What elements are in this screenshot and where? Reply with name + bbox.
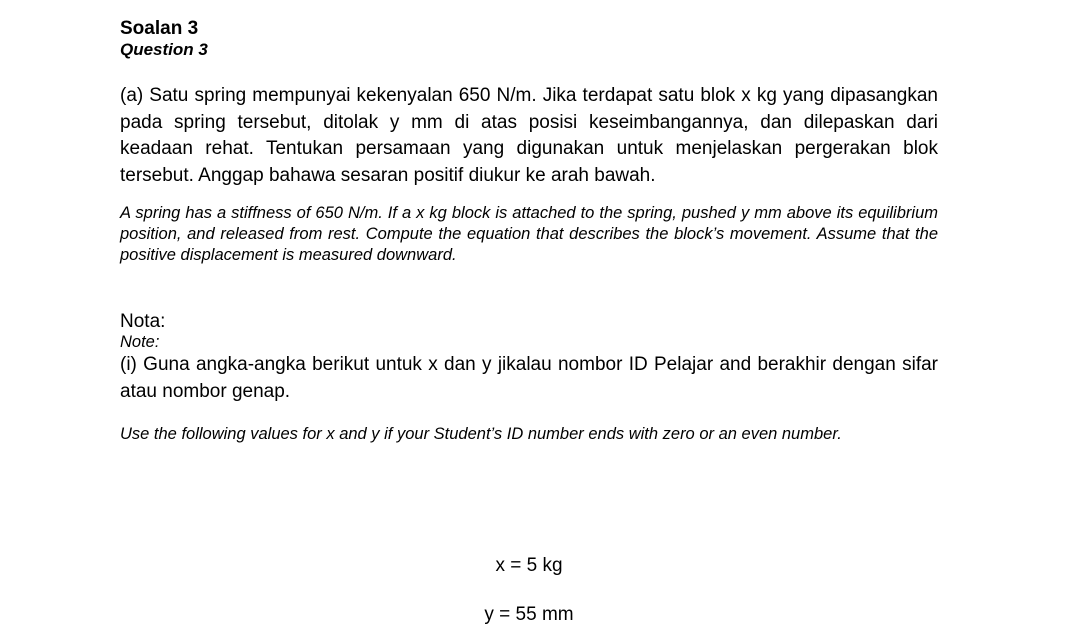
part-a-text-ms: (a) Satu spring mempunyai kekenyalan 650 N/m. Jika terdapat satu blok x kg yang dipasangkan pada spring tersebut, ditolak y mm di atas posisi keseimbangannya, dan dilepaskan dari keadaan rehat. Tentukan persamaan yang digunakan untuk menjelaskan pergerakan blok tersebut. Anggap bahawa sesaran positif diukur ke arah bawah. — [120, 85, 938, 186]
note-label-en: Note: — [120, 333, 160, 351]
value-x-equation: x = 5 kg — [495, 555, 563, 576]
note-item-i-en: Use the following values for x and y if your Student’s ID number ends with zero or an even number. — [120, 425, 842, 443]
question-title-en: Question 3 — [120, 40, 208, 59]
part-a-text-en: A spring has a stiffness of 650 N/m. If a x kg block is attached to the spring, pushed y mm above its equilibrium position, and released from rest. Compute the equation that describes the block’s movement. Assume that the positive displacement is measured downward. — [120, 204, 938, 264]
question-title-ms: Soalan 3 — [120, 18, 199, 39]
document-page — [120, 18, 938, 445]
note-item-i-ms: (i) Guna angka-angka berikut untuk x dan y jikalau nombor ID Pelajar and berakhir dengan sifar atau nombor genap. — [120, 354, 938, 402]
value-y-equation: y = 55 mm — [484, 604, 574, 625]
note-label-ms: Nota: — [120, 311, 166, 332]
